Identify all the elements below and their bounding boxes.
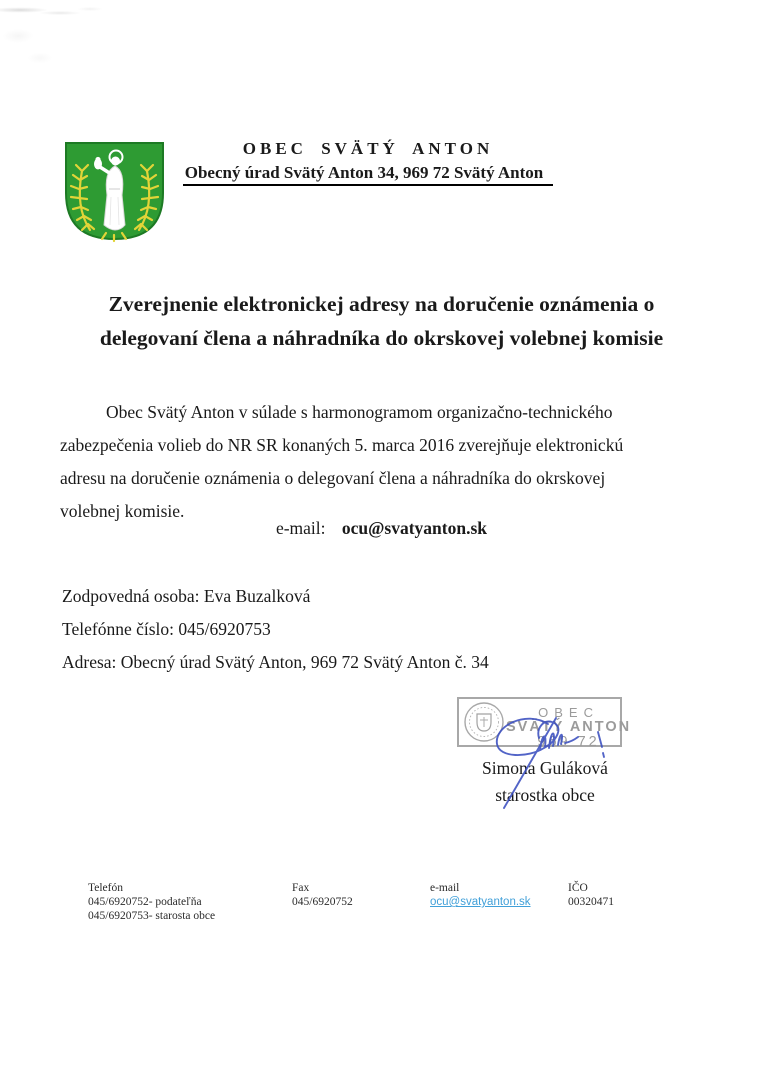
body-line: volebnej komisie. [60,501,185,521]
contact-block [62,580,489,679]
contact-phone: Telefónne číslo: 045/6920753 [62,619,271,639]
signer-role: starostka obce [495,785,595,805]
body-line: Obec Svätý Anton v súlade s harmonogramom organizačno-technického [106,402,613,422]
scan-artifact [0,4,110,18]
letterhead [168,139,568,186]
footer-label-telefon: Telefón [88,882,123,894]
footer-col-email [430,881,531,909]
email-line [0,518,763,539]
org-address: Obecný úrad Svätý Anton 34, 969 72 Svätý Anton [183,163,553,186]
signer-name: Simona Guláková [482,758,608,778]
footer-col-fax [292,881,353,909]
footer-col-telefon [88,881,215,923]
footer-telefon-line: 045/6920752- podateľňa [88,896,202,908]
body-paragraph [60,396,720,528]
coat-of-arms-icon [58,137,171,245]
body-line: adresu na doručenie oznámenia o delegovaní člena a náhradníka do okrskovej [60,468,606,488]
email-label: e-mail: [275,518,326,538]
footer-label-ico: IČO [568,882,588,894]
document-title-line: Zverejnenie elektronickej adresy na doručenie oznámenia o [108,292,655,316]
document-title [40,287,723,355]
email-value: ocu@svatyanton.sk [341,518,488,538]
handwritten-signature-icon [452,702,632,817]
footer-col-ico [568,881,614,909]
footer-label-fax: Fax [292,882,310,894]
footer-telefon-line: 045/6920753- starosta obce [88,910,216,922]
contact-responsible-person: Zodpovedná osoba: Eva Buzalková [62,586,311,606]
footer-label-email: e-mail [430,882,460,894]
footer-email-link[interactable]: ocu@svatyanton.sk [430,896,531,908]
stamp-line-psc: 969 72 [537,733,600,750]
contact-address: Adresa: Obecný úrad Svätý Anton, 969 72 Svätý Anton č. 34 [62,652,489,672]
stamp-line-obec: OBEC [538,704,599,720]
scan-artifact [0,18,70,78]
org-name: OBEC SVÄTÝ ANTON [242,139,494,158]
stamp-line-svaty-anton: SVÄTÝ ANTON [506,718,632,735]
footer-fax-number: 045/6920752 [292,896,353,908]
footer-ico-number: 00320471 [568,896,614,908]
document-title-line: delegovaní člena a náhradníka do okrskovej volebnej komisie [99,326,664,350]
body-line: zabezpečenia volieb do NR SR konaných 5. marca 2016 zverejňuje elektronickú [60,435,624,455]
